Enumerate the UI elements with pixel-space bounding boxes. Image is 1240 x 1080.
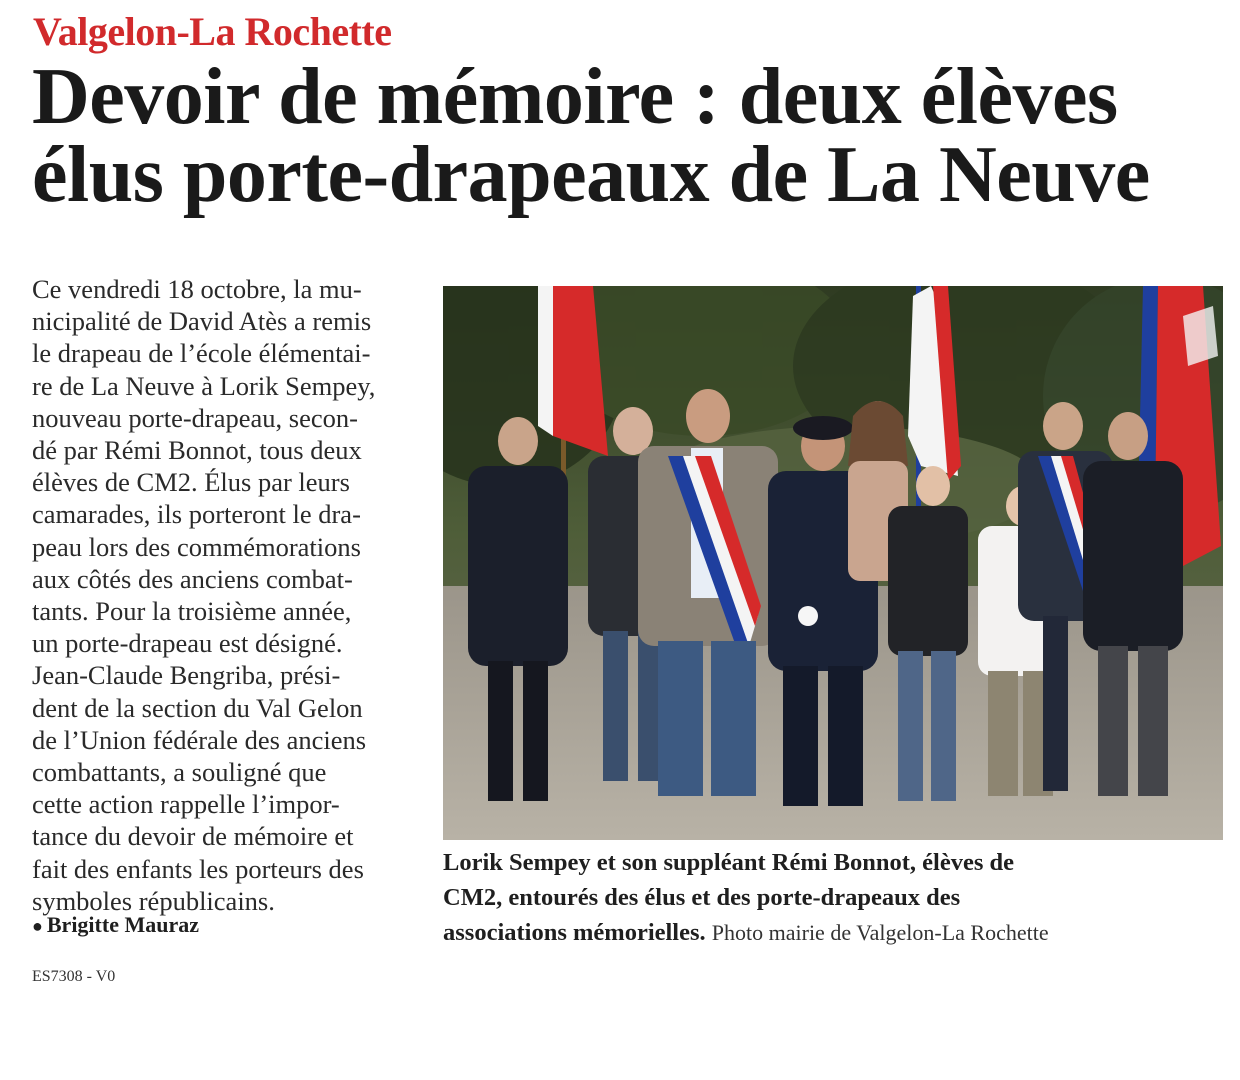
photo-credit: Photo mairie de Valgelon-La Rochette bbox=[711, 920, 1049, 945]
caption-line: Lorik Sempey et son suppléant Rémi Bonnot, élèves de bbox=[443, 849, 1015, 876]
body-line: symboles républicains. bbox=[32, 885, 275, 916]
body-line: Ce vendredi 18 octobre, la mu- bbox=[32, 274, 362, 304]
body-line: aux côtés des anciens combat- bbox=[32, 563, 353, 594]
bullet-icon: ● bbox=[32, 916, 43, 936]
body-line: cette action rappelle l’impor- bbox=[32, 789, 340, 820]
headline-line: élus porte-drapeaux de La Neuve bbox=[32, 131, 1150, 219]
body-line: le drapeau de l’école élémentai- bbox=[32, 338, 371, 369]
article-photo bbox=[443, 286, 1223, 840]
body-line: dent de la section du Val Gelon bbox=[32, 692, 363, 723]
body-line: tants. Pour la troisième année, bbox=[32, 596, 352, 627]
caption-last-line bbox=[443, 915, 1233, 950]
body-line: Jean-Claude Bengriba, prési- bbox=[32, 660, 341, 691]
section-kicker: Valgelon-La Rochette bbox=[33, 9, 392, 54]
body-line: tance du devoir de mémoire et bbox=[32, 821, 354, 852]
caption-line: CM2, entourés des élus et des porte-drapeaux des bbox=[443, 884, 961, 911]
photo-caption bbox=[443, 845, 1233, 950]
body-line: un porte-drapeau est désigné. bbox=[32, 628, 343, 659]
body-line: fait des enfants les porteurs des bbox=[32, 853, 364, 884]
article-body bbox=[32, 273, 412, 917]
author-byline bbox=[32, 912, 199, 938]
body-line: nouveau porte-drapeau, secon- bbox=[32, 402, 358, 433]
body-line: de l’Union fédérale des anciens bbox=[32, 724, 367, 755]
author-name: Brigitte Mauraz bbox=[46, 912, 199, 937]
body-line: nicipalité de David Atès a remis bbox=[32, 306, 372, 337]
headline bbox=[32, 53, 1222, 219]
headline-line: Devoir de mémoire : deux élèves bbox=[32, 53, 1118, 141]
photo-illustration bbox=[443, 286, 1223, 840]
body-line: combattants, a souligné que bbox=[32, 757, 327, 788]
body-line: dé par Rémi Bonnot, tous deux bbox=[32, 435, 362, 466]
body-line: re de La Neuve à Lorik Sempey, bbox=[32, 370, 376, 401]
body-line: camarades, ils porteront le dra- bbox=[32, 499, 361, 530]
body-line: peau lors des commémorations bbox=[32, 531, 361, 562]
body-line: élèves de CM2. Élus par leurs bbox=[32, 467, 350, 498]
page-reference: ES7308 - V0 bbox=[32, 968, 116, 985]
caption-line: associations mémorielles. bbox=[443, 919, 706, 946]
